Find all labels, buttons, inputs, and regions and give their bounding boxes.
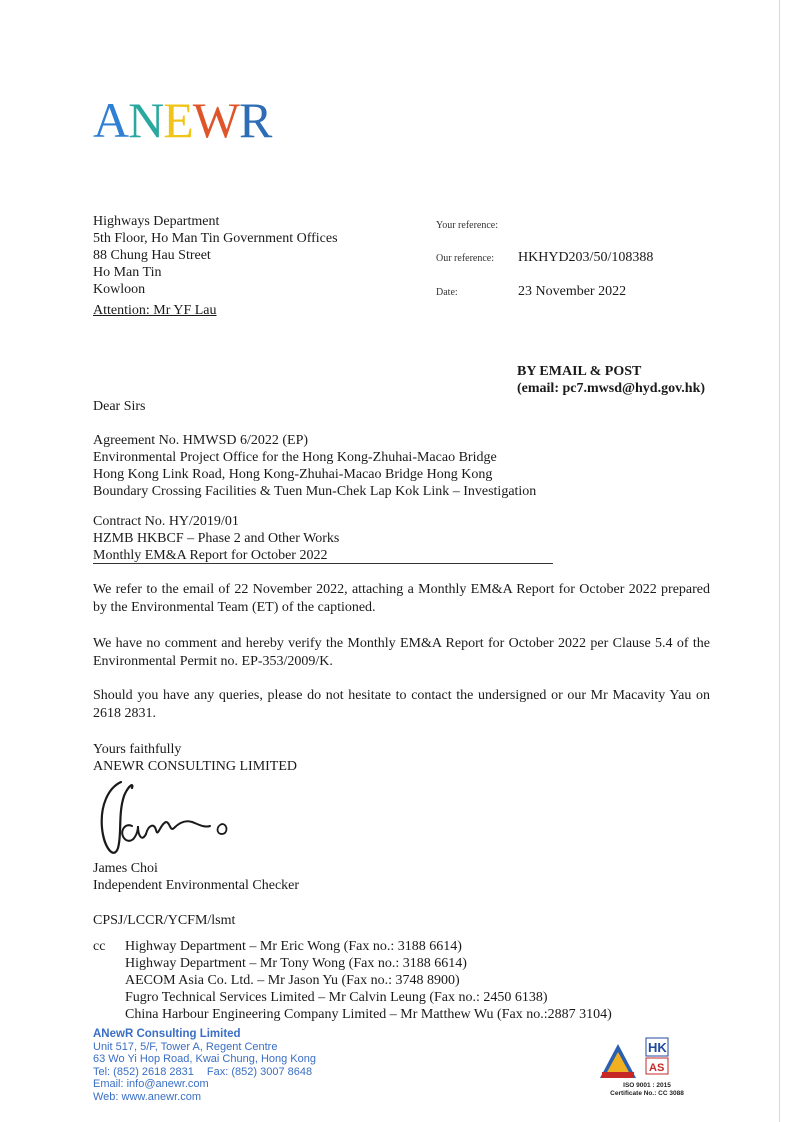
footer-email[interactable]: Email: info@anewr.com: [93, 1078, 209, 1090]
subject-line: Environmental Project Office for the Hong Kong-Zhuhai-Macao Bridge: [93, 450, 497, 465]
reference-initials: CPSJ/LCCR/YCFM/lsmt: [93, 913, 236, 928]
subject-line: Monthly EM&A Report for October 2022: [93, 548, 328, 563]
signatory-name: James Choi: [93, 861, 158, 876]
delivery-email: (email: pc7.mwsd@hyd.gov.hk): [517, 381, 706, 396]
footer-address-line: 63 Wo Yi Hop Road, Kwai Chung, Hong Kong: [93, 1053, 316, 1065]
cc-item: AECOM Asia Co. Ltd. – Mr Jason Yu (Fax no.: 3748 8900): [125, 973, 460, 988]
cc-item: China Harbour Engineering Company Limited – Mr Matthew Wu (Fax no.:2887 3104): [125, 1007, 612, 1022]
certification-text: [588, 1082, 706, 1097]
page-edge-line: [779, 0, 780, 1122]
attention-line: Attention: Mr YF Lau: [93, 303, 217, 318]
date-label: Date:: [436, 287, 458, 298]
subject-underline: [93, 563, 553, 564]
footer-company-name: ANewR Consulting Limited: [93, 1028, 241, 1040]
subject-line: Agreement No. HMWSD 6/2022 (EP): [93, 433, 309, 448]
handwritten-signature: [88, 776, 248, 868]
cc-item: Fugro Technical Services Limited – Mr Calvin Leung (Fax no.: 2450 6138): [125, 990, 548, 1005]
footer-fax: Fax: (852) 3007 8648: [206, 1065, 313, 1078]
subject-line: HZMB HKBCF – Phase 2 and Other Works: [93, 531, 340, 546]
subject-line: Hong Kong Link Road, Hong Kong-Zhuhai-Macao Bridge Hong Kong: [93, 467, 493, 482]
body-paragraph: We refer to the email of 22 November 2022, attaching a Monthly EM&A Report for October 2022 prepared by the Environmental Team (ET) of the captioned.: [93, 582, 710, 615]
delivery-method: BY EMAIL & POST: [517, 364, 642, 379]
svg-text:AS: AS: [649, 1062, 665, 1074]
our-reference-row: [436, 248, 653, 266]
subject-line: Contract No. HY/2019/01: [93, 514, 239, 529]
closing-phrase: Yours faithfully: [93, 742, 182, 757]
your-reference-row: [436, 215, 518, 233]
certificate-number: Certificate No.: CC 3088: [610, 1089, 684, 1097]
footer-tel: Tel: (852) 2618 2831: [93, 1065, 194, 1078]
contract-subject: [93, 513, 339, 564]
recipient-line: 5th Floor, Ho Man Tin Government Offices: [93, 231, 338, 246]
our-reference-label: Our reference:: [436, 253, 495, 264]
hkas-mark-icon: [646, 1038, 668, 1074]
logo-letter-e: E: [163, 92, 193, 148]
your-reference-label: Your reference:: [436, 220, 499, 231]
footer-phone-row: [93, 1066, 316, 1079]
agreement-subject: [93, 432, 536, 500]
body-paragraph: We have no comment and hereby verify the Monthly EM&A Report for October 2022 per Clause 5.4 of the Environmental Permit no. EP-353/2009/K.: [93, 636, 710, 669]
cc-item: Highway Department – Mr Eric Wong (Fax no.: 3188 6614): [125, 939, 462, 954]
cc-list: [125, 938, 612, 1023]
recipient-line: Highways Department: [93, 214, 220, 229]
footer-web[interactable]: Web: www.anewr.com: [93, 1090, 202, 1103]
recipient-address: [93, 213, 338, 298]
our-reference-value: HKHYD203/50/108388: [518, 250, 654, 265]
recipient-line: Kowloon: [93, 282, 146, 297]
iso-standard: ISO 9001 : 2015: [623, 1082, 671, 1089]
cc-item: Highway Department – Mr Tony Wong (Fax no.: 3188 6614): [125, 956, 467, 971]
company-logo: [93, 92, 271, 148]
cc-label: cc: [93, 939, 106, 954]
date-row: [436, 282, 626, 300]
logo-letter-w: W: [192, 92, 239, 148]
recipient-line: 88 Chung Hau Street: [93, 248, 211, 263]
signatory-title: Independent Environmental Checker: [93, 878, 300, 893]
salutation: Dear Sirs: [93, 399, 146, 414]
logo-letter-n: N: [128, 92, 164, 148]
closing-company: ANEWR CONSULTING LIMITED: [93, 759, 298, 774]
footer-address-line: Unit 517, 5/F, Tower A, Regent Centre: [93, 1040, 278, 1053]
date-value: 23 November 2022: [518, 284, 627, 299]
hkqaa-triangle-icon: [600, 1044, 636, 1078]
body-paragraph: Should you have any queries, please do not hesitate to contact the undersigned or our Mr Macavity Yau on 2618 2831.: [93, 688, 710, 721]
subject-line: Boundary Crossing Facilities & Tuen Mun-Chek Lap Kok Link – Investigation: [93, 484, 537, 499]
recipient-line: Ho Man Tin: [93, 265, 162, 280]
svg-text:HK: HK: [648, 1040, 667, 1055]
logo-letter-r: R: [238, 92, 272, 148]
logo-letter-a: A: [93, 92, 129, 148]
company-footer: [93, 1028, 316, 1103]
